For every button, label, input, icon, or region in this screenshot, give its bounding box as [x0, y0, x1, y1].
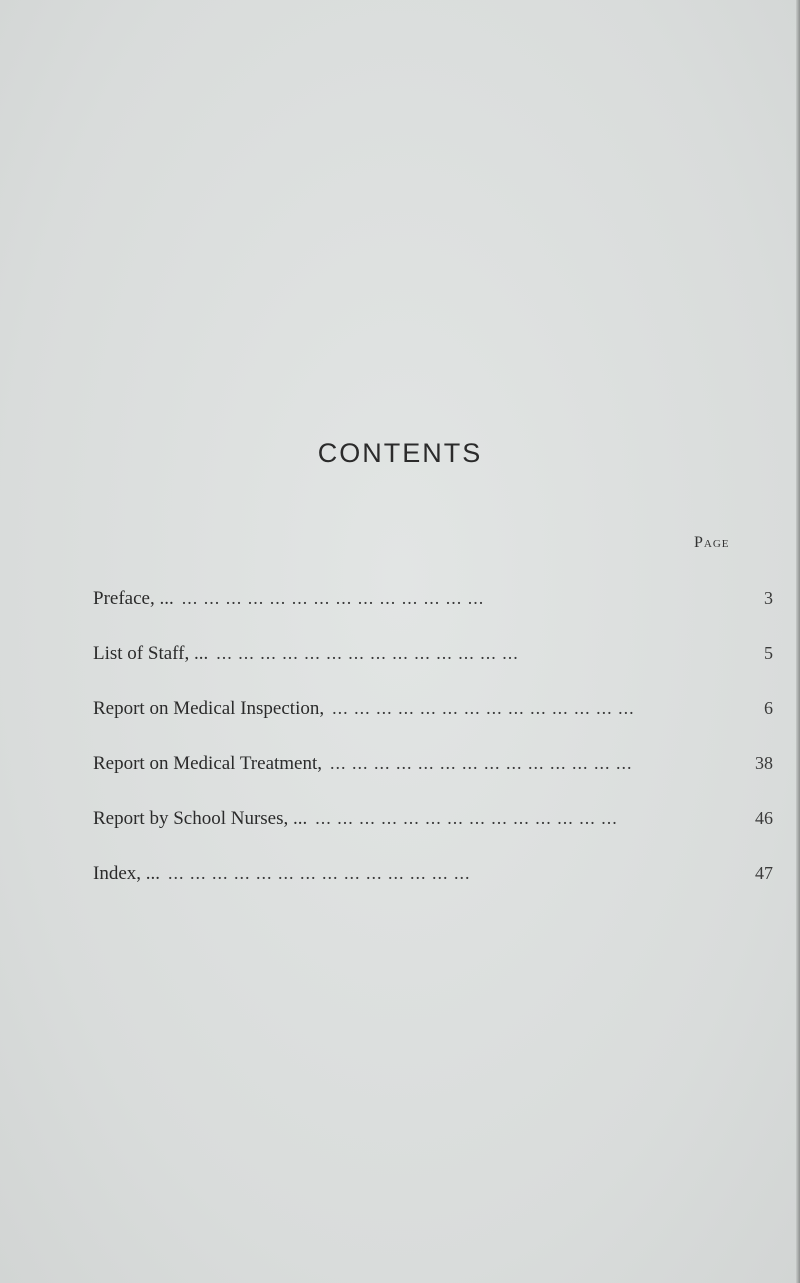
dot-leader: ... ... ... ... ... ... ... ... ... ... ... ... ... ...: [181, 588, 485, 608]
toc-entry-school-nurses: [93, 808, 773, 863]
toc-entry-preface: [93, 588, 773, 643]
toc-entry-label: Report on Medical Treatment,: [93, 753, 323, 774]
contents-title: CONTENTS: [317, 438, 483, 468]
toc-entry-staff: [93, 643, 773, 698]
toc-entry-page: 38: [755, 753, 773, 773]
dot-leader: ... ... ... ... ... ... ... ... ... ... ... ... ... ...: [315, 808, 618, 828]
dot-leader: ... ... ... ... ... ... ... ... ... ... ... ... ... ...: [168, 863, 471, 883]
dot-leader: ... ... ... ... ... ... ... ... ... ... ... ... ... ...: [332, 698, 635, 718]
page-column-header: Page: [694, 534, 730, 551]
dot-leader: ... ... ... ... ... ... ... ... ... ... ... ... ... ...: [216, 643, 519, 663]
toc-entry-page: 47: [755, 863, 773, 883]
toc-entry-label: Report by School Nurses, ...: [93, 808, 308, 829]
toc-entry-label: Preface, ...: [93, 588, 174, 609]
toc-entry-label: Index, ...: [93, 863, 161, 884]
page-edge: [796, 0, 800, 1283]
toc-entry-medical-inspection: [93, 698, 773, 753]
toc-entry-medical-treatment: [93, 753, 773, 808]
toc-entry-index: [93, 863, 773, 918]
toc-entry-page: 3: [764, 588, 773, 608]
toc-entry-page: 5: [764, 643, 773, 663]
toc-entry-page: 6: [764, 698, 773, 718]
toc-entry-page: 46: [755, 808, 773, 828]
toc-entry-label: Report on Medical Inspection,: [93, 698, 325, 719]
toc-entry-label: List of Staff, ...: [93, 643, 209, 664]
table-of-contents: [93, 588, 773, 918]
dot-leader: ... ... ... ... ... ... ... ... ... ... ... ... ... ...: [330, 753, 633, 773]
